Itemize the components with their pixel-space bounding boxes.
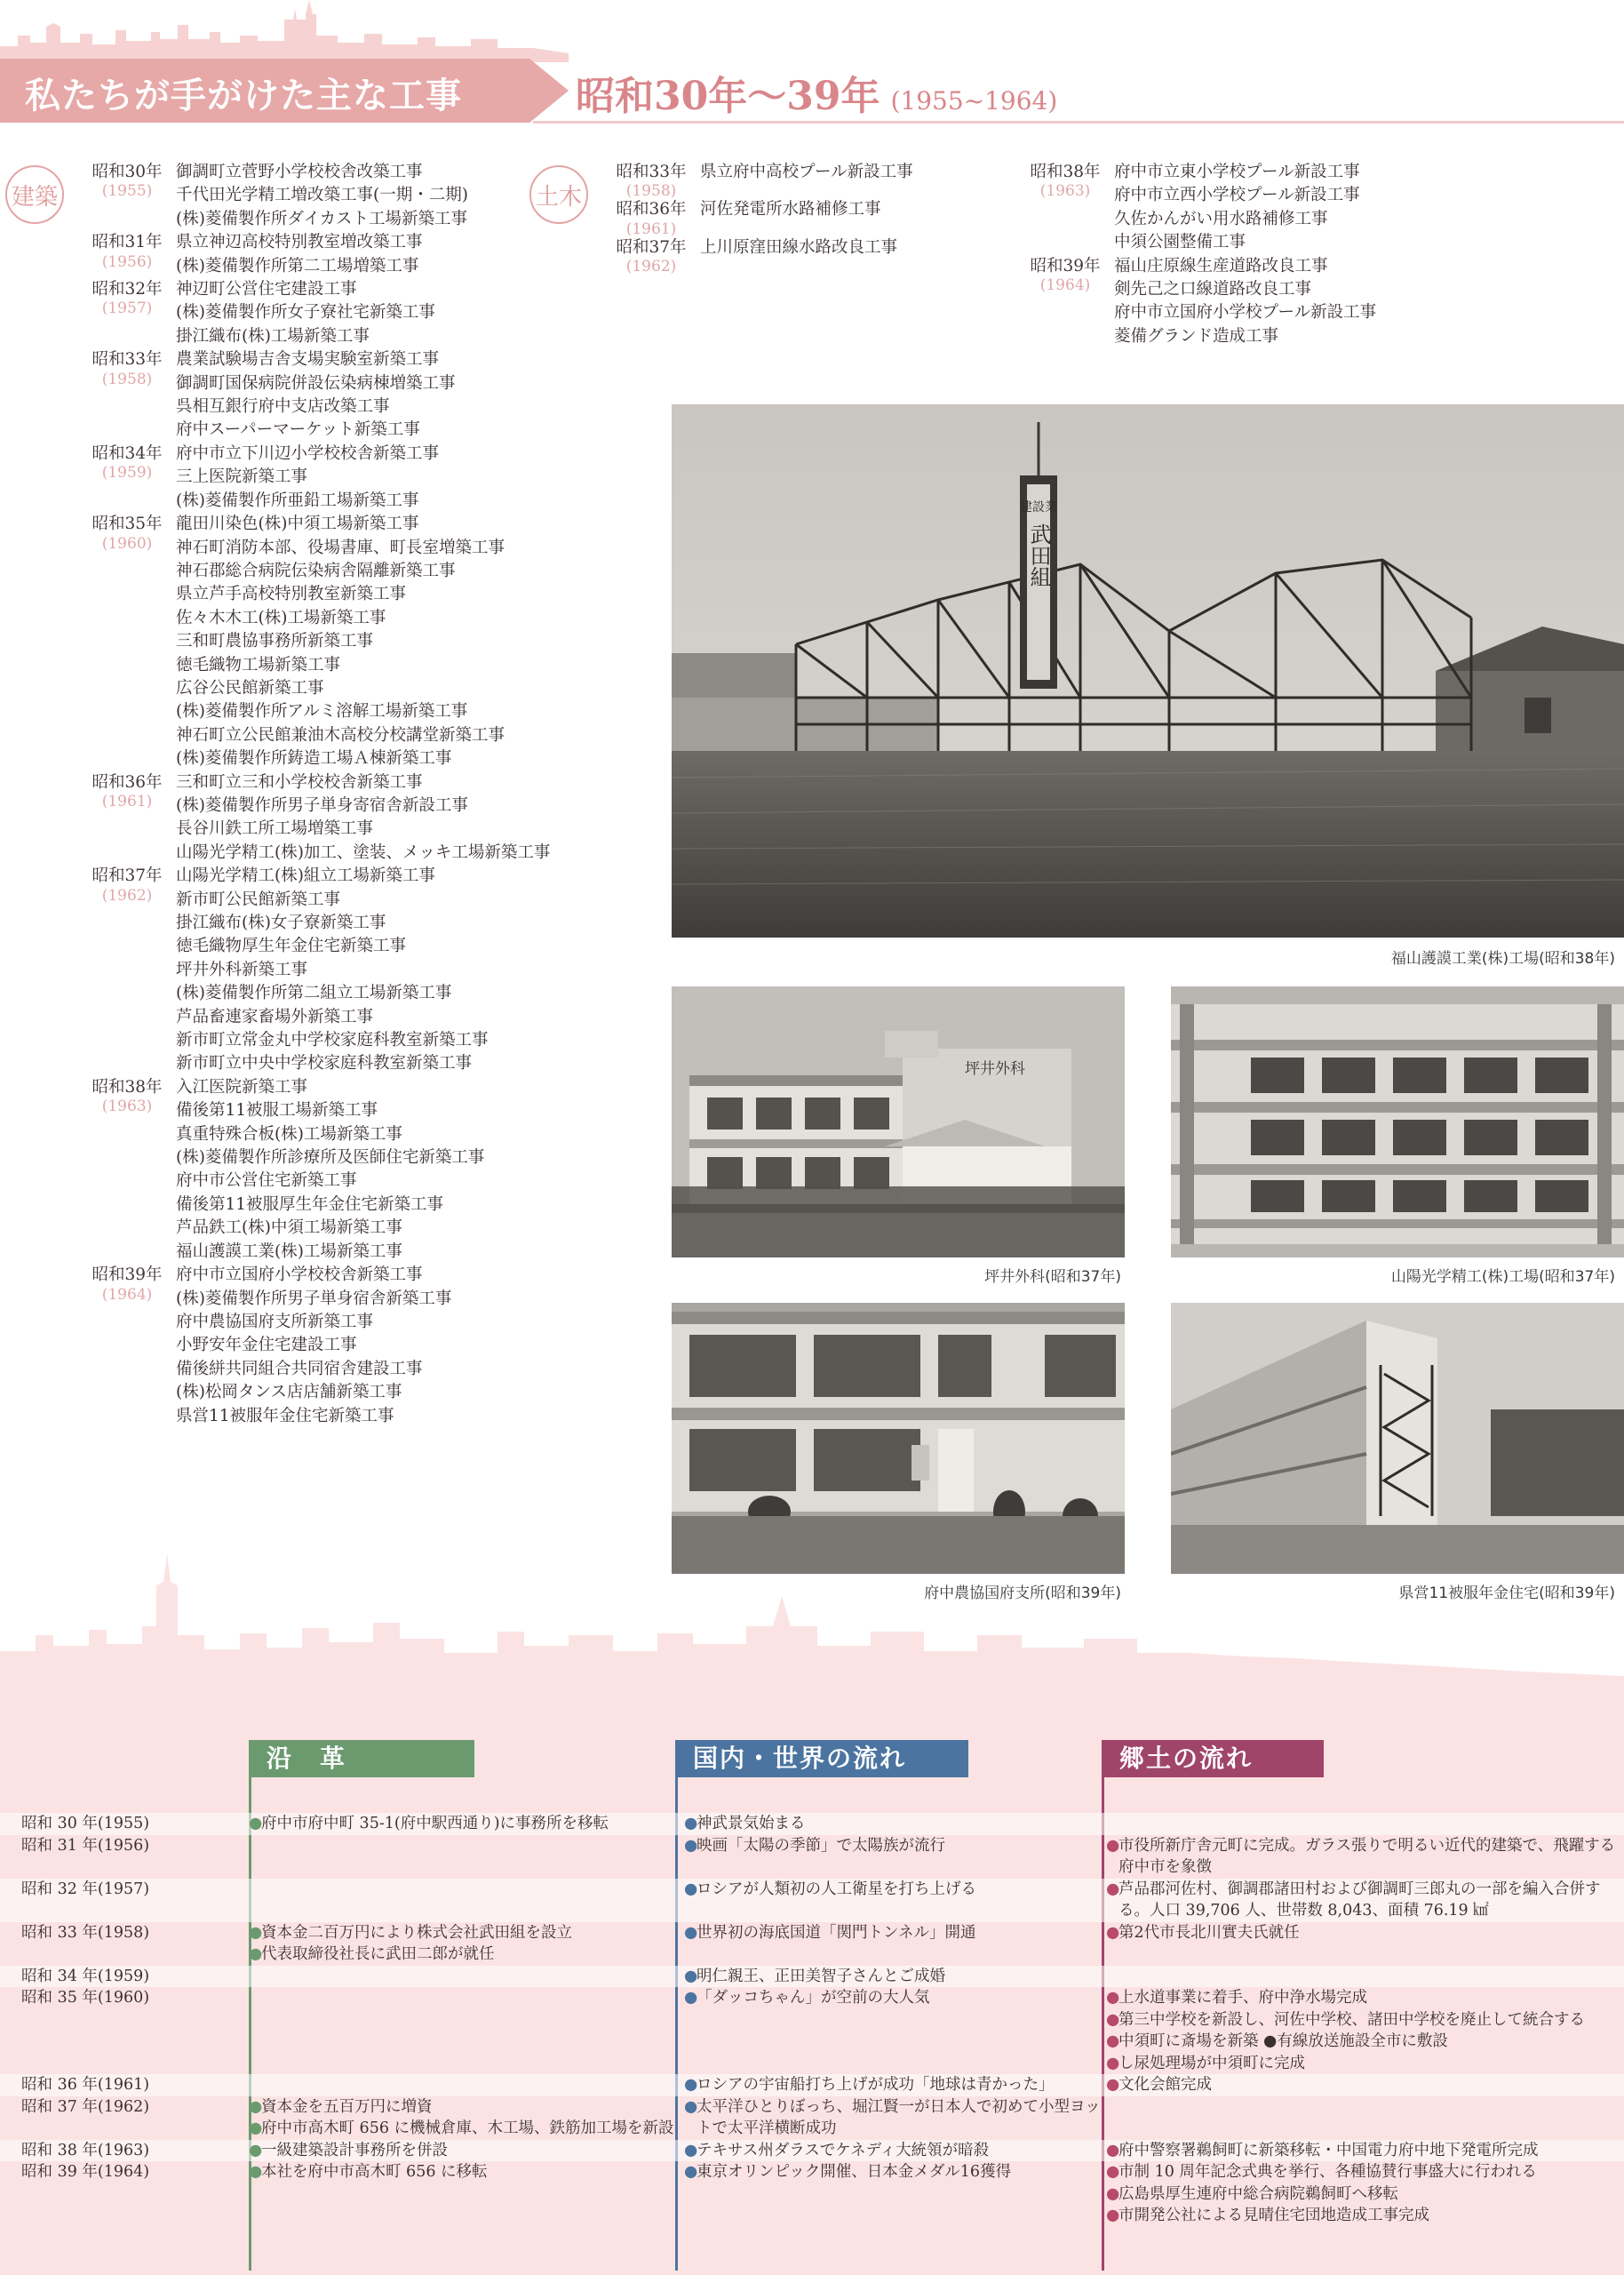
works-year bbox=[78, 865, 176, 1076]
bullet-icon: ● bbox=[684, 1923, 698, 1942]
works-item: 県立神辺高校特別教室増改築工事 bbox=[176, 233, 423, 252]
history-world-text: 「ダッコちゃん」が空前の大人気 bbox=[697, 1989, 930, 2007]
bullet-icon: ● bbox=[1106, 2184, 1120, 2203]
works-item: 呉相互銀行府中支店改築工事 bbox=[176, 397, 390, 417]
works-item: 長谷川鉄工所工場増築工事 bbox=[176, 819, 374, 839]
history-world-item bbox=[684, 1966, 1106, 1988]
history-local-item bbox=[1106, 2205, 1624, 2227]
works-item: 御調町立菅野小学校校舎改築工事 bbox=[176, 163, 423, 181]
bullet-icon: ● bbox=[1106, 2141, 1120, 2159]
bullet-icon: ● bbox=[1106, 1989, 1120, 2007]
history-year: 昭和 36 年(1961) bbox=[21, 2076, 150, 2094]
clinic-sign-text: 坪井外科 bbox=[965, 1060, 1025, 1078]
works-item: (株)菱備製作所診療所及医師住宅新築工事 bbox=[176, 1148, 485, 1168]
works-item: 山陽光学精工(株)加工、塗装、メッキ工場新築工事 bbox=[176, 842, 551, 862]
history-company-item bbox=[249, 1813, 684, 1835]
bullet-icon: ● bbox=[684, 2163, 698, 2181]
history-world-text: ロシアが人類初の人工衛星を打ち上げる bbox=[697, 1880, 976, 1898]
history-year: 昭和 39 年(1964) bbox=[21, 2163, 150, 2181]
tsuboi-clinic-caption: 坪井外科(昭和37年) bbox=[984, 1268, 1121, 1286]
works-item: 広谷公民館新築工事 bbox=[176, 678, 324, 698]
history-local-item bbox=[1106, 2140, 1624, 2162]
history-company-text: 一級建築設計事務所を併設 bbox=[261, 2141, 448, 2159]
header-rule bbox=[533, 121, 1624, 124]
works-year-ad: (1964) bbox=[101, 1285, 153, 1304]
history-row bbox=[0, 1922, 1624, 1966]
works-item: 府中市立西小学校プール新設工事 bbox=[1114, 186, 1360, 205]
history-company-cell bbox=[249, 1922, 684, 1966]
works-item: 真重特殊合板(株)工場新築工事 bbox=[176, 1124, 402, 1144]
works-item: (株)菱備製作所アルミ溶解工場新築工事 bbox=[176, 702, 468, 722]
works-year-label: 昭和33年 bbox=[92, 350, 163, 370]
history-year: 昭和 32 年(1957) bbox=[21, 1880, 150, 1898]
works-item: 農業試験場吉舎支場実験室新築工事 bbox=[176, 350, 440, 370]
history-local-text: し尿処理場が中須町に完成 bbox=[1118, 2054, 1305, 2072]
history-row bbox=[0, 1966, 1624, 1988]
works-year-ad: (1962) bbox=[101, 886, 153, 905]
bullet-icon: ● bbox=[249, 1945, 263, 1963]
works-year-ad: (1963) bbox=[101, 1098, 153, 1116]
works-year-label: 昭和37年 bbox=[92, 866, 163, 886]
history-year: 昭和 33 年(1958) bbox=[21, 1923, 150, 1942]
works-items bbox=[176, 231, 423, 278]
history-year: 昭和 31 年(1956) bbox=[21, 1836, 150, 1855]
works-item: 久佐かんがい用水路補修工事 bbox=[1114, 209, 1328, 228]
works-year-label: 昭和38年 bbox=[1030, 163, 1101, 181]
history-row bbox=[0, 1987, 1624, 2074]
history-company-text: 本社を府中市高木町 656 に移転 bbox=[261, 2163, 488, 2181]
works-item: 福山庄原線生産道路改良工事 bbox=[1114, 256, 1328, 275]
building-works-list bbox=[78, 161, 550, 1428]
works-year-label: 昭和39年 bbox=[1030, 256, 1101, 275]
works-items bbox=[176, 443, 439, 513]
works-item: 剣先己之口線道路改良工事 bbox=[1114, 280, 1312, 299]
bullet-icon: ● bbox=[1106, 2207, 1120, 2224]
works-year-label: 昭和39年 bbox=[92, 1265, 163, 1285]
works-item: 上川原窪田線水路改良工事 bbox=[700, 237, 898, 257]
works-item: 府中市立国府小学校校舎新築工事 bbox=[176, 1265, 423, 1285]
works-item: 中須公園整備工事 bbox=[1114, 233, 1246, 252]
works-item: (株)菱備製作所第二組立工場新築工事 bbox=[176, 984, 452, 1003]
bullet-icon: ● bbox=[249, 2119, 263, 2137]
history-local-text: 文化会館完成 bbox=[1118, 2076, 1212, 2094]
history-world-cell bbox=[684, 2161, 1106, 2183]
works-item: 徳毛織物厚生年金住宅新築工事 bbox=[176, 937, 407, 956]
history-local-cell bbox=[1106, 1879, 1624, 1922]
works-item: 新市町立中央中学校家庭科教室新築工事 bbox=[176, 1054, 473, 1074]
works-year-ad: (1958) bbox=[101, 370, 153, 388]
works-item: (株)菱備製作所女子寮社宅新築工事 bbox=[176, 303, 435, 323]
bullet-icon: ● bbox=[1106, 2163, 1120, 2181]
works-year-group bbox=[602, 161, 913, 201]
works-item: 府中市立東小学校プール新設工事 bbox=[1114, 163, 1360, 181]
history-world-item bbox=[684, 1987, 1106, 2009]
history-company-item bbox=[249, 2140, 684, 2162]
bullet-icon: ● bbox=[684, 2097, 698, 2116]
works-item: 新市町立常金丸中学校家庭科教室新築工事 bbox=[176, 1031, 489, 1050]
bullet-icon: ● bbox=[249, 2097, 263, 2116]
works-item: 三和町立三和小学校校舎新築工事 bbox=[176, 772, 423, 792]
history-company-text: 資本金を五百万円に増資 bbox=[261, 2097, 433, 2116]
history-world-item bbox=[684, 1835, 1106, 1857]
works-year bbox=[78, 1076, 176, 1264]
history-world-text: 明仁親王、正田美智子さんとご成婚 bbox=[697, 1967, 945, 1985]
history-world-cell bbox=[684, 1835, 1106, 1857]
works-item: 府中スーパーマーケット新築工事 bbox=[176, 420, 420, 440]
history-company-item bbox=[249, 2096, 684, 2119]
history-world-item bbox=[684, 1813, 1106, 1835]
works-item: 神石町消防本部、役場書庫、町長室増築工事 bbox=[176, 538, 506, 557]
works-item: (株)菱備製作所男子単身寄宿舎新設工事 bbox=[176, 795, 468, 815]
works-year-ad: (1956) bbox=[101, 252, 153, 271]
works-year-label: 昭和38年 bbox=[92, 1077, 163, 1097]
works-year-ad: (1958) bbox=[625, 182, 677, 201]
works-item: 備後絣共同組合共同宿舎建設工事 bbox=[176, 1359, 423, 1378]
works-year bbox=[1016, 255, 1114, 349]
works-item: 菱備グランド造成工事 bbox=[1114, 326, 1279, 346]
history-year: 昭和 35 年(1960) bbox=[21, 1989, 150, 2007]
history-local-text: 府中警察署鵜飼町に新築移転・中国電力府中地下発電所完成 bbox=[1118, 2141, 1539, 2159]
works-item: 神辺町公営住宅建設工事 bbox=[176, 280, 357, 299]
page-title: 私たちが手がけた主な工事 bbox=[25, 75, 462, 116]
history-company-cell bbox=[249, 2161, 684, 2183]
history-local-cell bbox=[1106, 2161, 1624, 2227]
history-local-text: 上水道事業に着手、府中浄水場完成 bbox=[1118, 1989, 1367, 2007]
nokyo-kokufu-caption: 府中農協国府支所(昭和39年) bbox=[924, 1585, 1121, 1602]
works-item: 神石郡総合病院伝染病舎隔離新築工事 bbox=[176, 561, 456, 580]
works-year-ad: (1961) bbox=[625, 220, 677, 238]
works-item: 佐々木木工(株)工場新築工事 bbox=[176, 608, 386, 627]
history-company-item bbox=[249, 2161, 684, 2183]
works-year-ad: (1962) bbox=[625, 258, 677, 276]
works-year-group bbox=[1016, 255, 1376, 349]
works-year bbox=[602, 161, 700, 201]
works-year-label: 昭和30年 bbox=[92, 163, 163, 181]
history-company-item bbox=[249, 1944, 684, 1966]
history-world-item bbox=[684, 2140, 1106, 2162]
history-local-item bbox=[1106, 1835, 1624, 1879]
works-item: 御調町国保病院併設伝染病棟増築工事 bbox=[176, 373, 456, 393]
company-sign-text: 武田組 bbox=[1026, 523, 1051, 587]
history-world-item bbox=[684, 1879, 1106, 1901]
works-items bbox=[176, 161, 468, 231]
era-years: (1955~1964) bbox=[890, 86, 1058, 116]
works-item: 入江医院新築工事 bbox=[176, 1077, 308, 1097]
history-company-text: 資本金二百万円により株式会社武田組を設立 bbox=[261, 1923, 572, 1942]
works-item: 県営11被服年金住宅新築工事 bbox=[176, 1406, 394, 1425]
works-item: 芦品鉄工(株)中須工場新築工事 bbox=[176, 1218, 402, 1238]
works-year-group bbox=[78, 231, 550, 278]
works-year bbox=[78, 348, 176, 443]
bullet-icon: ● bbox=[249, 2163, 263, 2181]
works-year-ad: (1964) bbox=[1039, 276, 1091, 295]
works-year-label: 昭和31年 bbox=[92, 233, 163, 252]
works-items bbox=[700, 236, 897, 274]
works-year-group bbox=[1016, 161, 1376, 255]
works-items bbox=[176, 1076, 484, 1264]
bullet-icon: ● bbox=[1106, 2010, 1120, 2029]
history-company-cell bbox=[249, 2096, 684, 2140]
works-item: 掛江織布(株)工場新築工事 bbox=[176, 326, 370, 346]
works-year-group bbox=[602, 198, 913, 238]
history-company-text: 府中市高木町 656 に機械倉庫、木工場、鉄筋加工場を新設 bbox=[261, 2119, 674, 2137]
works-year-ad: (1957) bbox=[101, 299, 153, 318]
history-world-cell bbox=[684, 1879, 1106, 1901]
bullet-icon: ● bbox=[684, 2076, 698, 2094]
works-year-ad: (1955) bbox=[101, 182, 153, 201]
history-world-item bbox=[684, 1922, 1106, 1944]
works-year bbox=[78, 231, 176, 278]
bullet-icon: ● bbox=[249, 1923, 263, 1942]
works-item: 小野安年金住宅建設工事 bbox=[176, 1336, 357, 1355]
works-year-ad: (1960) bbox=[101, 534, 153, 553]
works-year bbox=[78, 443, 176, 513]
company-history-header: 沿 革 bbox=[249, 1740, 474, 1777]
history-year: 昭和 38 年(1963) bbox=[21, 2141, 150, 2159]
history-local-item bbox=[1106, 2009, 1624, 2032]
works-items bbox=[176, 1264, 451, 1428]
history-world-item bbox=[684, 2161, 1106, 2183]
history-local-item bbox=[1106, 2074, 1624, 2096]
works-year-group bbox=[78, 348, 550, 443]
history-world-text: 太平洋ひとりぼっち、堀江賢一が日本人で初めて小型ヨットで太平洋横断成功 bbox=[697, 2097, 1101, 2137]
works-items bbox=[700, 198, 881, 235]
history-company-item bbox=[249, 2118, 684, 2140]
history-local-text: 広島県厚生連府中総合病院鵜飼町へ移転 bbox=[1118, 2184, 1398, 2203]
history-local-item bbox=[1106, 2161, 1624, 2183]
civil-works-list-a bbox=[602, 161, 913, 274]
history-company-text: 代表取締役社長に武田二郎が就任 bbox=[261, 1945, 495, 1963]
history-year: 昭和 37 年(1962) bbox=[21, 2097, 150, 2116]
sanyo-factory-photo bbox=[1171, 986, 1624, 1257]
works-year-group bbox=[78, 278, 550, 348]
history-table bbox=[0, 1813, 1624, 2227]
works-item: 芦品畜連家畜場外新築工事 bbox=[176, 1007, 374, 1026]
history-year: 昭和 34 年(1959) bbox=[21, 1967, 150, 1985]
history-year: 昭和 30 年(1955) bbox=[21, 1815, 150, 1832]
works-item: 県立府中高校プール新設工事 bbox=[700, 163, 913, 181]
history-row bbox=[0, 2161, 1624, 2227]
works-item: 三上医院新築工事 bbox=[176, 467, 308, 487]
works-year bbox=[1016, 161, 1114, 255]
bullet-icon: ● bbox=[684, 1815, 698, 1832]
building-badge: 建築 bbox=[5, 165, 64, 224]
sign-small-text: 建設業 bbox=[1020, 500, 1057, 515]
works-year-group bbox=[78, 1076, 550, 1264]
history-local-cell bbox=[1106, 1922, 1624, 1944]
skyline-decoration-top bbox=[0, 0, 569, 62]
history-company-item bbox=[249, 1922, 684, 1944]
works-year-label: 昭和37年 bbox=[616, 237, 687, 257]
history-world-text: 神武景気始まる bbox=[697, 1815, 806, 1832]
works-item: 備後第11被服厚生年金住宅新築工事 bbox=[176, 1194, 444, 1214]
works-items bbox=[1114, 255, 1376, 349]
works-item: 府中市公営住宅新築工事 bbox=[176, 1171, 357, 1191]
bullet-icon: ● bbox=[1106, 1836, 1120, 1855]
civil-badge: 土木 bbox=[529, 165, 588, 224]
works-year bbox=[602, 236, 700, 274]
history-local-cell bbox=[1106, 2074, 1624, 2096]
history-local-item bbox=[1106, 1987, 1624, 2009]
works-year-group bbox=[78, 1264, 550, 1428]
history-row bbox=[0, 2074, 1624, 2096]
bullet-icon: ● bbox=[1106, 2076, 1120, 2094]
works-item: 掛江織布(株)女子寮新築工事 bbox=[176, 914, 386, 932]
works-year-ad: (1961) bbox=[101, 792, 153, 810]
history-row bbox=[0, 1879, 1624, 1922]
history-local-text: 第三中学校を新設し、河佐中学校、諸田中学校を廃止して統合する bbox=[1118, 2010, 1585, 2029]
works-item: (株)菱備製作所鋳造工場Ａ棟新築工事 bbox=[176, 749, 452, 769]
factory-construction-photo bbox=[672, 404, 1624, 938]
works-year-label: 昭和36年 bbox=[616, 200, 687, 220]
history-world-cell bbox=[684, 2096, 1106, 2140]
nokyo-kokufu-photo bbox=[672, 1303, 1125, 1574]
works-year bbox=[602, 198, 700, 238]
works-year-label: 昭和32年 bbox=[92, 280, 163, 299]
history-local-text: 芦品郡河佐村、御調郡諸田村および御調町三郎丸の一部を編入合併する。人口 39,706 人、世帯数 8,043、面積 76.19 ㎢ bbox=[1118, 1880, 1601, 1920]
works-item: 福山護謨工業(株)工場新築工事 bbox=[176, 1241, 402, 1261]
history-world-cell bbox=[684, 1987, 1106, 2009]
history-company-text: 府中市府中町 35-1(府中駅西通り)に事務所を移転 bbox=[261, 1815, 609, 1832]
works-year-label: 昭和34年 bbox=[92, 443, 163, 463]
works-items bbox=[176, 771, 550, 866]
works-item: (株)菱備製作所男子単身宿舎新築工事 bbox=[176, 1289, 452, 1308]
history-local-text: 第2代市長北川實夫氏就任 bbox=[1118, 1923, 1300, 1942]
history-row bbox=[0, 2140, 1624, 2162]
history-world-cell bbox=[684, 1922, 1106, 1944]
bullet-icon: ● bbox=[684, 1880, 698, 1898]
history-local-item bbox=[1106, 2183, 1624, 2206]
works-items bbox=[176, 513, 505, 770]
works-year-label: 昭和35年 bbox=[92, 515, 163, 534]
works-item: 坪井外科新築工事 bbox=[176, 960, 308, 979]
works-item: 河佐発電所水路補修工事 bbox=[700, 200, 881, 220]
works-items bbox=[176, 278, 435, 348]
works-year-ad: (1959) bbox=[101, 464, 153, 483]
local-history-header: 郷土の流れ bbox=[1102, 1740, 1324, 1777]
bullet-icon: ● bbox=[249, 2141, 263, 2159]
world-history-header: 国内・世界の流れ bbox=[675, 1740, 968, 1777]
works-item: 新市町公民館新築工事 bbox=[176, 890, 341, 909]
works-year-label: 昭和36年 bbox=[92, 772, 163, 792]
history-local-text: 市制 10 周年記念式典を挙行、各種協賛行事盛大に行われる bbox=[1118, 2163, 1537, 2181]
works-item: 備後第11被服工場新築工事 bbox=[176, 1101, 378, 1121]
history-company-cell bbox=[249, 1813, 684, 1835]
works-items bbox=[700, 161, 913, 198]
history-local-item bbox=[1106, 2053, 1624, 2075]
works-year bbox=[78, 161, 176, 231]
history-row bbox=[0, 1835, 1624, 1879]
works-items bbox=[176, 865, 489, 1076]
works-item: (株)菱備製作所第二工場増築工事 bbox=[176, 256, 419, 275]
history-local-text: 中須町に斎場を新築 ●有線放送施設全市に敷設 bbox=[1118, 2032, 1448, 2050]
skyline-decoration-bottom bbox=[0, 1546, 1624, 1688]
works-item: 府中市立国府小学校プール新設工事 bbox=[1114, 303, 1377, 323]
works-items bbox=[1114, 161, 1360, 255]
main-photo-caption: 福山護謨工業(株)工場(昭和38年) bbox=[1390, 950, 1615, 968]
works-item: 神石町立公民館兼油木高校分校講堂新築工事 bbox=[176, 725, 506, 745]
bullet-icon: ● bbox=[1106, 1923, 1120, 1942]
works-year bbox=[78, 278, 176, 348]
works-year-group bbox=[78, 513, 550, 770]
history-world-item bbox=[684, 2074, 1106, 2096]
era-title bbox=[576, 64, 1057, 121]
history-local-cell bbox=[1106, 1987, 1624, 2074]
works-item: (株)菱備製作所ダイカスト工場新築工事 bbox=[176, 209, 468, 228]
works-items bbox=[176, 348, 456, 443]
works-item: 三和町農協事務所新築工事 bbox=[176, 632, 374, 651]
works-year-group bbox=[78, 443, 550, 513]
works-year-ad: (1963) bbox=[1039, 182, 1091, 201]
history-local-item bbox=[1106, 1879, 1624, 1922]
works-year-group bbox=[78, 865, 550, 1076]
works-year bbox=[78, 771, 176, 866]
history-world-text: 世界初の海底国道「関門トンネル」開通 bbox=[697, 1923, 976, 1942]
works-item: 県立芦手高校特別教室新築工事 bbox=[176, 585, 407, 604]
works-year-group bbox=[78, 161, 550, 231]
works-year-label: 昭和33年 bbox=[616, 163, 687, 181]
history-world-cell bbox=[684, 1966, 1106, 1988]
bullet-icon: ● bbox=[1106, 1880, 1120, 1898]
bullet-icon: ● bbox=[249, 1815, 263, 1832]
works-item: 龍田川染色(株)中須工場新築工事 bbox=[176, 515, 419, 534]
prefectural-housing-photo bbox=[1171, 1303, 1624, 1574]
bullet-icon: ● bbox=[1106, 2032, 1120, 2050]
works-item: 山陽光学精工(株)組立工場新築工事 bbox=[176, 866, 435, 886]
works-item: 徳毛織物工場新築工事 bbox=[176, 655, 341, 675]
era-range: 昭和30年～39年 bbox=[576, 74, 880, 119]
history-row bbox=[0, 2096, 1624, 2140]
bullet-icon: ● bbox=[1106, 2054, 1120, 2072]
history-world-item bbox=[684, 2096, 1106, 2140]
history-row bbox=[0, 1813, 1624, 1835]
history-world-text: テキサス州ダラスでケネディ大統領が暗殺 bbox=[697, 2141, 990, 2159]
history-world-text: 東京オリンピック開催、日本金メダル16獲得 bbox=[697, 2163, 1012, 2181]
works-year bbox=[78, 1264, 176, 1428]
works-year-group bbox=[78, 771, 550, 866]
works-year-group bbox=[602, 236, 913, 274]
bullet-icon: ● bbox=[684, 1967, 698, 1985]
history-world-text: 映画「太陽の季節」で太陽族が流行 bbox=[697, 1836, 945, 1855]
history-local-text: 市役所新庁舎元町に完成。ガラス張りで明るい近代的建築で、飛躍する府中市を象徴 bbox=[1118, 1836, 1616, 1876]
bullet-icon: ● bbox=[684, 1836, 698, 1855]
history-local-cell bbox=[1106, 2140, 1624, 2162]
tsuboi-clinic-photo bbox=[672, 986, 1125, 1257]
history-local-text: 市開発公社による見晴住宅団地造成工事完成 bbox=[1118, 2207, 1429, 2224]
history-world-text: ロシアの宇宙船打ち上げが成功「地球は青かった」 bbox=[697, 2076, 1055, 2094]
works-item: (株)菱備製作所亜鉛工場新築工事 bbox=[176, 491, 419, 510]
history-world-cell bbox=[684, 2074, 1106, 2096]
works-item: 千代田光学精工増改築工事(一期・二期) bbox=[176, 186, 468, 205]
history-local-item bbox=[1106, 1922, 1624, 1944]
bullet-icon: ● bbox=[684, 1989, 698, 2007]
history-world-cell bbox=[684, 2140, 1106, 2162]
civil-works-list-b bbox=[1016, 161, 1376, 348]
works-year bbox=[78, 513, 176, 770]
history-world-cell bbox=[684, 1813, 1106, 1835]
history-company-cell bbox=[249, 2140, 684, 2162]
prefectural-housing-caption: 県営11被服年金住宅(昭和39年) bbox=[1398, 1585, 1615, 1602]
history-local-item bbox=[1106, 2031, 1624, 2053]
works-item: (株)松岡タンス店店舗新築工事 bbox=[176, 1383, 402, 1402]
bullet-icon: ● bbox=[684, 2141, 698, 2159]
works-item: 府中市立下川辺小学校校舎新築工事 bbox=[176, 443, 440, 463]
works-item: 府中農協国府支所新築工事 bbox=[176, 1312, 374, 1331]
history-local-cell bbox=[1106, 1835, 1624, 1879]
sanyo-factory-caption: 山陽光学精工(株)工場(昭和37年) bbox=[1390, 1268, 1615, 1286]
